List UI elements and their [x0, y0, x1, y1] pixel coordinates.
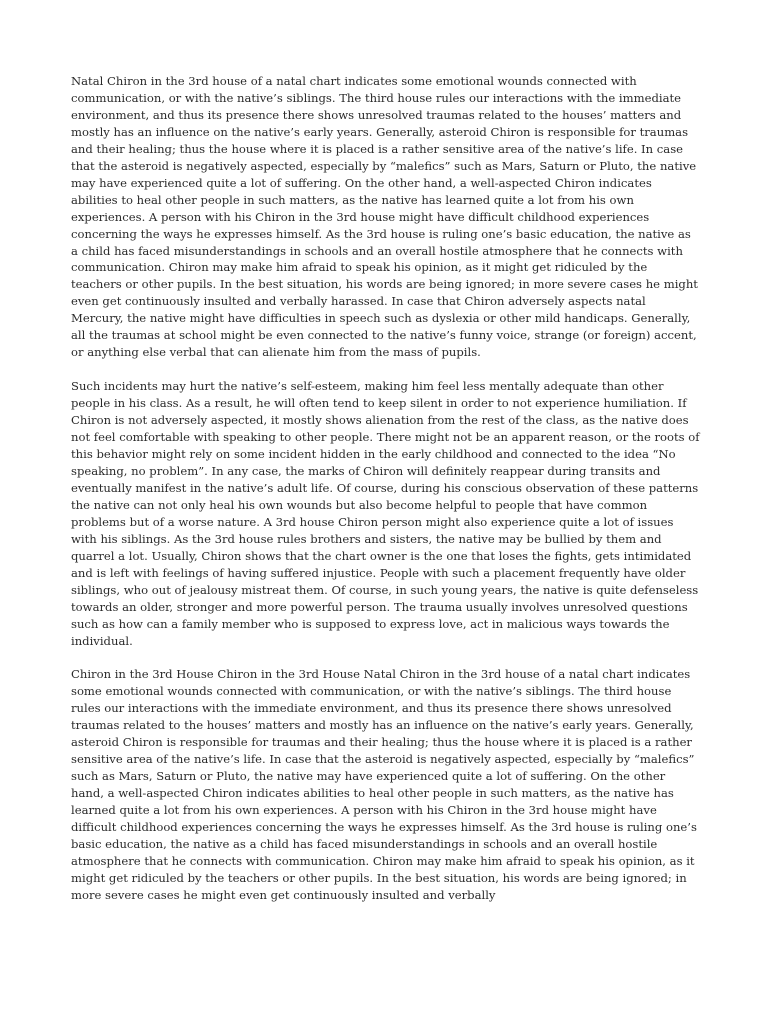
paragraph-1: Natal Chiron in the 3rd house of a natal chart indicates some emotional wounds connected with communication, or with the native’s siblings. The third house rules our interactions with the immediate environment, and thus its presence there shows unresolved traumas related to the houses’ matters and mostly has an influence on the native’s early years. Generally, asteroid Chiron is responsible for traumas and their healing; thus the house where it is placed is a rather sensitive area of the native’s life. In case that the asteroid is negatively aspected, especially by “malefics” such as Mars, Saturn or Pluto, the native may have experienced quite a lot of suffering. On the other hand, a well-aspected Chiron indicates abilities to heal other people in such matters, as the native has learned quite a lot from his own experiences. A person with his Chiron in the 3rd house might have difficult childhood experiences concerning the ways he expresses himself. As the 3rd house is ruling one’s basic education, the native as a child has faced misunderstandings in schools and an overall hostile atmosphere that he connects with communication. Chiron may make him afraid to speak his opinion, as it might get ridiculed by the teachers or other pupils. In the best situation, his words are being ignored; in more severe cases he might even get continuously insulted and verbally harassed. In case that Chiron adversely aspects natal Mercury, the native might have difficulties in speech such as dyslexia or other mild handicaps. Generally, all the traumas at school might be even connected to the native’s funny voice, strange (or foreign) accent, or anything else verbal that can alienate him from the mass of pupils. [71, 74, 698, 360]
document-body [71, 73, 701, 904]
paragraph-2: Such incidents may hurt the native’s self-esteem, making him feel less mentally adequate than other people in his class. As a result, he will often tend to keep silent in order to not experience humiliation. If Chiron is not adversely aspected, it mostly shows alienation from the rest of the class, as the native does not feel comfortable with speaking to other people. There might not be an apparent reason, or the roots of this behavior might rely on some incident hidden in the early childhood and connected to the idea “No speaking, no problem”. In any case, the marks of Chiron will definitely reappear during transits and eventually manifest in the native’s adult life. Of course, during his conscious observation of these patterns the native can not only heal his own wounds but also become helpful to people that have common problems but of a worse nature. A 3rd house Chiron person might also experience quite a lot of issues with his siblings. As the 3rd house rules brothers and sisters, the native may be bullied by them and quarrel a lot. Usually, Chiron shows that the chart owner is the one that loses the fights, gets intimidated and is left with feelings of having suffered injustice. People with such a placement frequently have older siblings, who out of jealousy mistreat them. Of course, in such young years, the native is quite defenseless towards an older, stronger and more powerful person. The trauma usually involves unresolved questions such as how can a family member who is supposed to express love, act in malicious ways towards the individual. [71, 379, 700, 648]
paragraph-3: Chiron in the 3rd House Chiron in the 3rd House Natal Chiron in the 3rd house of a natal chart indicates some emotional wounds connected with communication, or with the native’s siblings. The third house rules our interactions with the immediate environment, and thus its presence there shows unresolved traumas related to the houses’ matters and mostly has an influence on the native’s early years. Generally, asteroid Chiron is responsible for traumas and their healing; thus the house where it is placed is a rather sensitive area of the native’s life. In case that the asteroid is negatively aspected, especially by “malefics” such as Mars, Saturn or Pluto, the native may have experienced quite a lot of suffering. On the other hand, a well-aspected Chiron indicates abilities to heal other people in such matters, as the native has learned quite a lot from his own experiences. A person with his Chiron in the 3rd house might have difficult childhood experiences concerning the ways he expresses himself. As the 3rd house is ruling one’s basic education, the native as a child has faced misunderstandings in schools and an overall hostile atmosphere that he connects with communication. Chiron may make him afraid to speak his opinion, as it might get ridiculed by the teachers or other pupils. In the best situation, his words are being ignored; in more severe cases he might even get continuously insulted and verbally [71, 667, 697, 902]
